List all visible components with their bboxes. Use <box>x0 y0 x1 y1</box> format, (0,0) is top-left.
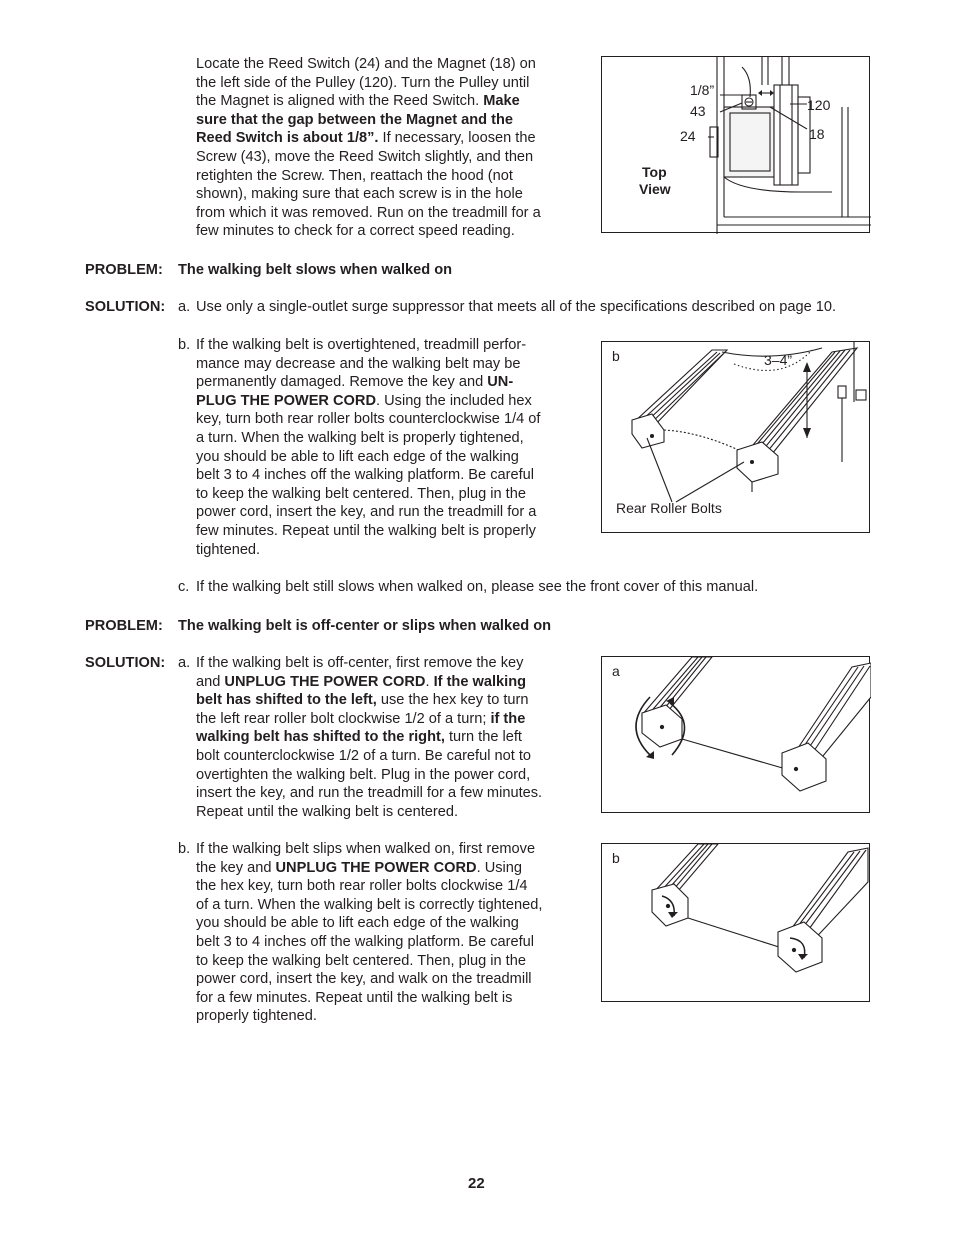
lift-measure-label: 3–4” <box>764 352 793 368</box>
reed-switch-paragraph <box>196 55 576 241</box>
figure-b-letter: b <box>612 348 620 364</box>
text-line <box>196 392 576 411</box>
page-number: 22 <box>468 1175 485 1192</box>
solution-2a-marker: a. <box>178 655 191 671</box>
bold-run: UNPLUG THE POWER CORD <box>275 859 477 876</box>
problem-2-text: The walking belt is off-center or slips when walked on <box>178 618 552 634</box>
text-line: overtighten the walking belt. Plug in the power cord, <box>196 766 531 783</box>
rear-roller-bolts-caption: Rear Roller Bolts <box>616 500 722 516</box>
solution-2a-paragraph <box>196 654 576 821</box>
problem-1-text: The walking belt slows when walked on <box>178 262 453 278</box>
belt-slip-illustration <box>602 844 871 1003</box>
solution-1c-marker: c. <box>178 579 190 595</box>
bold-run: Make <box>483 93 520 110</box>
solution-2b-paragraph <box>196 840 576 1026</box>
bold-run: walking belt has shifted to the right, <box>196 729 445 746</box>
text-line: tightened. <box>196 541 261 558</box>
text-line: the hex key, turn both rear roller bolts clockwise 1/4 <box>196 878 528 895</box>
text-line: If the walking belt slips when walked on, first remove <box>196 841 536 857</box>
text-line <box>196 92 576 111</box>
top-view-label-view: View <box>639 181 671 197</box>
text-line: few minutes to check for a correct speed reading. <box>196 223 515 240</box>
text-run: the key and <box>196 859 276 876</box>
label-43: 43 <box>690 103 706 119</box>
solution-1-label: SOLUTION: <box>85 299 166 315</box>
text-line: Locate the Reed Switch (24) and the Magnet (18) on <box>196 56 536 72</box>
label-18: 18 <box>809 126 825 142</box>
belt-centering-illustration <box>602 657 871 814</box>
text-line: insert the key, and run the treadmill for a few minutes. <box>196 785 543 802</box>
text-run: If necessary, loosen the <box>378 130 536 147</box>
belt-centering-figure <box>601 656 870 813</box>
bold-run: if the <box>490 710 526 727</box>
bold-run: PLUG THE POWER CORD <box>196 392 376 409</box>
solution-2-label: SOLUTION: <box>85 655 166 671</box>
text-line: belt 3 to 4 inches off the walking platform. Be careful <box>196 933 535 950</box>
text-line: you should be able to lift each edge of the walking <box>196 915 519 932</box>
text-run: turn the left <box>444 729 522 746</box>
text-line: you should be able to lift each edge of the walking <box>196 448 519 465</box>
text-line: to keep the walking belt centered. Then, plug in the <box>196 485 526 502</box>
text-run: permanently damaged. Remove the key and <box>196 374 488 391</box>
bold-run: Reed Switch is about 1/8”. <box>196 130 379 147</box>
text-line <box>196 373 576 392</box>
text-line: to keep the walking belt centered. Then, plug in the <box>196 952 526 969</box>
text-run: . Using the included hex <box>376 392 532 409</box>
text-line: key, turn both rear roller bolts counterclockwise 1/4 of <box>196 411 541 428</box>
text-run: and <box>196 673 225 690</box>
text-line <box>196 728 576 747</box>
belt-tension-figure <box>601 341 870 533</box>
text-line: mance may decrease and the walking belt may be <box>196 355 521 372</box>
text-line: belt 3 to 4 inches off the walking platform. Be careful <box>196 467 535 484</box>
text-run: . Using <box>476 859 523 876</box>
text-line <box>196 673 576 692</box>
text-line <box>196 129 576 148</box>
text-line: properly tightened. <box>196 1008 317 1025</box>
belt-slip-figure <box>601 843 870 1002</box>
text-line <box>196 710 576 729</box>
figure-b2-letter: b <box>612 850 620 866</box>
solution-1a-text: Use only a single-outlet surge suppressor that meets all of the specifications described on page 10. <box>196 299 837 315</box>
bold-run: UN- <box>487 374 514 391</box>
solution-2b-marker: b. <box>178 841 191 857</box>
text-line: for a few minutes. Repeat until the walking belt is <box>196 989 513 1006</box>
text-run: . <box>425 673 434 690</box>
text-line: shown), making sure that each screw is in the hole <box>196 186 523 203</box>
text-line <box>196 691 576 710</box>
bold-run: UNPLUG THE POWER CORD <box>224 673 426 690</box>
text-line: power cord, insert the key, and run the treadmill for a <box>196 504 537 521</box>
text-line: Screw (43), move the Reed Switch slightly, and then <box>196 148 534 165</box>
text-line: few minutes. Repeat until the walking belt is properly <box>196 522 536 539</box>
label-120: 120 <box>807 97 831 113</box>
text-line: bolt counterclockwise 1/2 of a turn. Be careful not to <box>196 747 532 764</box>
solution-1b-paragraph <box>196 336 576 559</box>
text-line: a turn. When the walking belt is properly tightened, <box>196 429 524 446</box>
text-line: power cord, insert the key, and walk on the treadmill <box>196 971 532 988</box>
gap-label: 1/8” <box>690 82 715 98</box>
bold-line: sure that the gap between the Magnet and the <box>196 111 514 128</box>
top-view-figure <box>601 56 870 233</box>
text-line: from which it was removed. Run on the treadmill for a <box>196 204 541 221</box>
text-line <box>196 859 576 878</box>
figure-a-letter: a <box>612 663 620 679</box>
problem-1-label: PROBLEM: <box>85 262 163 278</box>
problem-2-label: PROBLEM: <box>85 618 163 634</box>
solution-1c-text: If the walking belt still slows when walked on, please see the front cover of this manual. <box>196 579 759 595</box>
text-run: the Magnet is aligned with the Reed Switch. <box>196 93 484 110</box>
top-view-illustration <box>602 57 871 234</box>
bold-run: belt has shifted to the left, <box>196 692 377 709</box>
text-line: If the walking belt is overtightened, treadmill perfor- <box>196 337 527 353</box>
bold-run: If the walking <box>433 673 527 690</box>
solution-1a-marker: a. <box>178 299 191 315</box>
top-view-label-top: Top <box>642 164 667 180</box>
text-run: the left rear roller bolt clockwise 1/2 of a turn; <box>196 710 491 727</box>
text-run: use the hex key to turn <box>376 692 529 709</box>
text-line: the left side of the Pulley (120). Turn the Pulley until <box>196 74 530 91</box>
text-line: Repeat until the walking belt is centered. <box>196 803 459 820</box>
text-line: If the walking belt is off-center, first remove the key <box>196 655 524 671</box>
text-line: of a turn. When the walking belt is correctly tightened, <box>196 896 543 913</box>
text-line: retighten the Screw. Then, reattach the hood (not <box>196 167 513 184</box>
label-24: 24 <box>680 128 696 144</box>
solution-1b-marker: b. <box>178 337 191 353</box>
